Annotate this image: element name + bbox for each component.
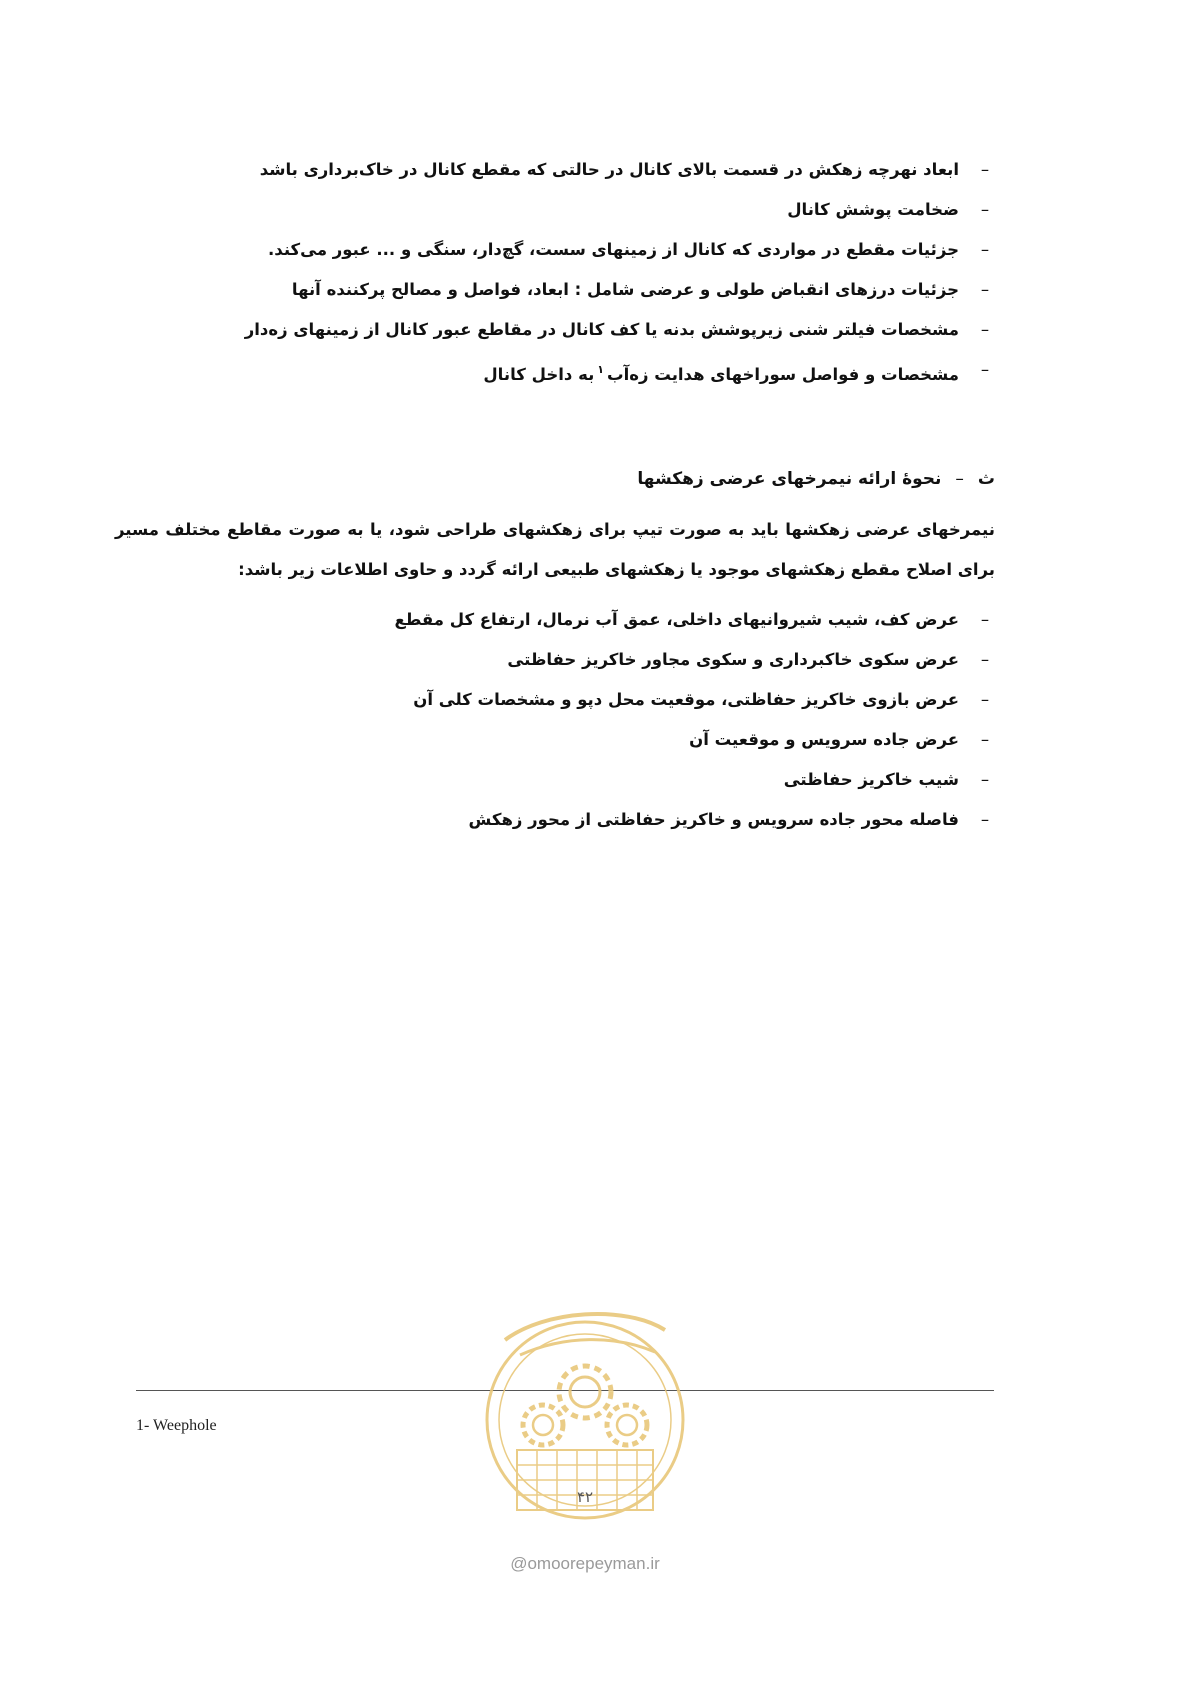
section-letter: ث xyxy=(977,469,995,489)
list-item-text: عرض سکوی خاکبرداری و سکوی مجاور خاکریز حفاظتی xyxy=(507,650,959,669)
list-item-text: شیب خاکریز حفاظتی xyxy=(783,770,959,789)
watermark-site: @omoorepeyman.ir xyxy=(510,1554,660,1573)
section-paragraph: نیمرخهای عرضی زهکشها باید به صورت تیپ برای زهکشهای طراحی شود، یا به صورت مقاطع مختلف مسیر برای اصلاح مقطع زهکشهای موجود یا زهکشهای طبیعی ارائه گردد و حاوی اطلاعات زیر باشد: xyxy=(115,520,995,579)
list-item xyxy=(115,720,995,760)
list-item xyxy=(115,800,995,840)
bullet-dash: – xyxy=(980,610,990,629)
list-item-text: عرض جاده سرویس و موقعیت آن xyxy=(689,730,959,749)
bullet-dash: – xyxy=(980,360,990,379)
section-title: نحوهٔ ارائه نیمرخهای عرضی زهکشها xyxy=(637,469,942,489)
list-item xyxy=(115,640,995,680)
bullet-dash: – xyxy=(980,320,990,339)
bullet-dash: – xyxy=(980,730,990,749)
list-item-text: جزئیات مقطع در مواردی که کانال از زمینهای سست، گچ‌دار، سنگی و ... عبور می‌کند. xyxy=(268,240,959,259)
bullet-dash: – xyxy=(980,160,990,179)
footnote-text: 1- Weephole xyxy=(136,1417,217,1434)
watermark-seal-icon xyxy=(475,1300,695,1550)
list-item xyxy=(115,310,995,350)
canal-details-list xyxy=(115,150,995,390)
list-item xyxy=(115,680,995,720)
bullet-dash: – xyxy=(980,810,990,829)
list-item-text: ابعاد نهرچه زهکش در قسمت بالای کانال در حالتی که مقطع کانال در خاک‌برداری باشد xyxy=(259,160,959,179)
list-item-text: مشخصات فیلتر شنی زیرپوشش بدنه یا کف کانال در مقاطع عبور کانال از زمینهای زه‌دار xyxy=(244,320,959,339)
watermark-logo xyxy=(475,1300,695,1590)
list-item-text: فاصله محور جاده سرویس و خاکریز حفاظتی از محور زهکش xyxy=(468,810,959,829)
list-item xyxy=(115,150,995,190)
bullet-dash: – xyxy=(980,770,990,789)
list-item-text: جزئیات درزهای انقباض طولی و عرضی شامل : ابعاد، فواصل و مصالح پرکننده آنها xyxy=(291,280,959,299)
bullet-dash: – xyxy=(980,280,990,299)
bullet-dash: – xyxy=(980,650,990,669)
list-item xyxy=(115,760,995,800)
bullet-dash: – xyxy=(980,200,990,219)
list-item-text: ضخامت پوشش کانال xyxy=(787,200,959,219)
list-item xyxy=(115,600,995,640)
bullet-dash: – xyxy=(980,690,990,709)
page-number: ۴۲ xyxy=(576,1488,594,1506)
footnote-reference[interactable]: ۱ xyxy=(597,363,605,376)
list-item xyxy=(115,230,995,270)
cross-section-info-list xyxy=(115,600,995,840)
list-item xyxy=(115,270,995,310)
list-item xyxy=(115,350,995,390)
heading-dash: – xyxy=(955,469,964,489)
section-heading xyxy=(115,462,995,496)
bullet-dash: – xyxy=(980,240,990,259)
list-item xyxy=(115,190,995,230)
list-item-text: به داخل کانال xyxy=(483,365,595,384)
list-item-text: عرض کف، شیب شیروانیهای داخلی، عمق آب نرمال، ارتفاع کل مقطع xyxy=(394,610,959,629)
list-item-text: مشخصات و فواصل سوراخهای هدایت زه‌آب xyxy=(607,365,959,384)
list-item-text: عرض بازوی خاکریز حفاظتی، موقعیت محل دپو و مشخصات کلی آن xyxy=(413,690,959,709)
